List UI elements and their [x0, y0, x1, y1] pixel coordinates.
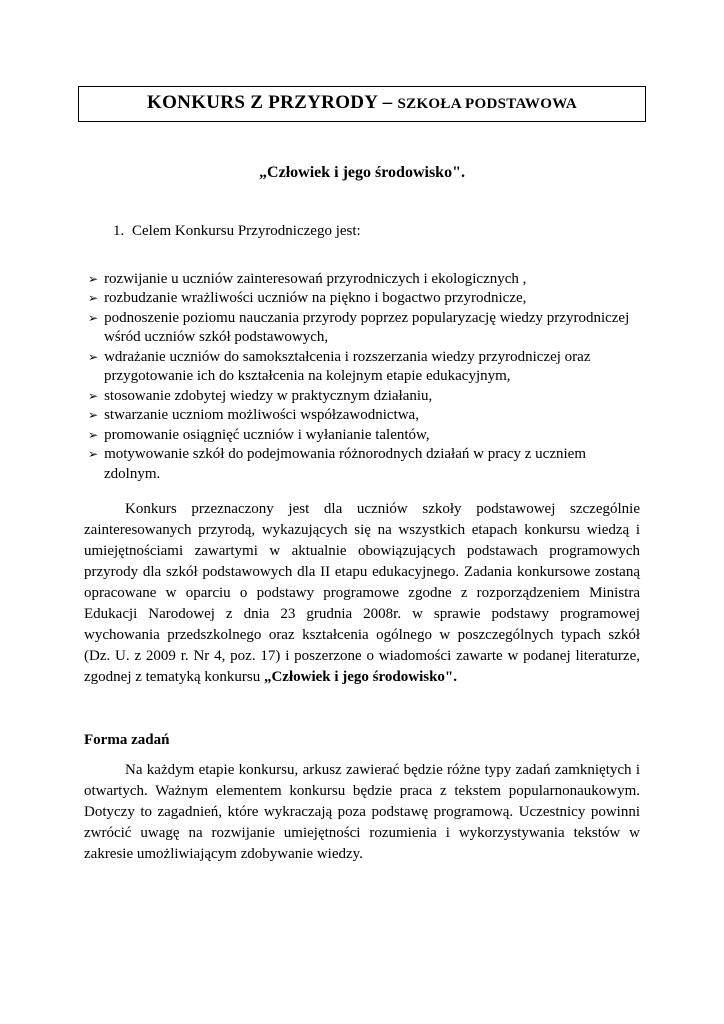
- arrow-bullet-icon: ➢: [88, 447, 99, 461]
- list-item: [84, 270, 640, 290]
- title-banner: [78, 86, 646, 122]
- list-item: [84, 348, 640, 387]
- theme-title: „Człowiek i jego środowisko".: [259, 164, 465, 181]
- list-item: [84, 289, 640, 309]
- arrow-bullet-icon: ➢: [88, 310, 99, 325]
- list-item-text: wdrażanie uczniów do samokształcenia i rozszerzania wiedzy przyrodniczej oraz przygotowanie ich do kształcenia na kolejnym etapie edukacyjnym,: [104, 348, 591, 384]
- list-item: [84, 426, 640, 446]
- arrow-bullet-icon: ➢: [88, 388, 99, 403]
- arrow-bullet-icon: ➢: [88, 271, 99, 286]
- list-item: [84, 445, 640, 484]
- list-item-text: rozwijanie u uczniów zainteresowań przyrodniczych i ekologicznych ,: [104, 270, 527, 287]
- arrow-bullet-icon: ➢: [88, 408, 99, 422]
- document-title: KONKURS Z PRZYRODY –: [147, 92, 398, 113]
- list-item: [84, 387, 640, 407]
- list-item: [84, 406, 640, 426]
- arrow-bullet-icon: ➢: [88, 427, 99, 442]
- list-item-text: rozbudzanie wrażliwości uczniów na piękno i bogactwo przyrodnicze,: [104, 290, 527, 306]
- objective-text: Celem Konkursu Przyrodniczego jest:: [132, 223, 361, 239]
- intro-paragraph-text: Konkurs przeznaczony jest dla uczniów szkoły podstawowej szczególnie zainteresowanych przyrodą, wykazujących się na wszystkich etapach konkursu wiedzą i umiejętnościami zawartymi w aktualnie obowiązujących podstawach programowych przyrody dla szkół podstawowych dla II etapu edukacyjnego. Zadania konkursowe zostaną opracowane w oparciu o podstawy programowe zgodne z rozporządzeniem Ministra Edukacji Narodowej z dnia 23 grudnia 2008r. w sprawie podstawy programowej wychowania przedszkolnego oraz kształcenia ogólnego w poszczególnych typach szkół (Dz. U. z 2009 r. Nr 4, poz. 17) i poszerzone o wiadomości zawarte w podanej literaturze, zgodnej z tematyką konkursu: [84, 501, 640, 685]
- section-heading-forma-zadan: Forma zadań: [84, 732, 170, 748]
- document-title-suffix: SZKOŁA PODSTAWOWA: [397, 96, 577, 112]
- list-item-text: motywowanie szkół do podejmowania różnorodnych działań w pracy z uczniem zdolnym.: [104, 446, 586, 482]
- objective-heading: [84, 222, 640, 242]
- list-number: 1.: [113, 223, 125, 239]
- forma-zadan-paragraph: Na każdym etapie konkursu, arkusz zawierać będzie różne typy zadań zamkniętych i otwartych. Ważnym elementem konkursu będzie praca z tekstem popularnonaukowym. Dotyczy to zagadnień, które wykraczają poza podstawę programową. Uczestnicy powinni zwrócić uwagę na rozwijanie umiejętności rozumienia i wykorzystywania tekstów w zakresie umożliwiającym zdobywanie wiedzy.: [84, 762, 640, 862]
- arrow-bullet-icon: ➢: [88, 349, 99, 364]
- theme-bold-text: „Człowiek i jego środowisko".: [263, 669, 458, 685]
- list-item-text: stwarzanie uczniom możliwości współzawodnictwa,: [104, 407, 419, 423]
- intro-paragraph: [84, 499, 640, 688]
- list-item-text: promowanie osiągnięć uczniów i wyłanianie talentów,: [104, 426, 430, 443]
- list-item: [84, 309, 640, 348]
- objectives-list: [84, 270, 640, 485]
- arrow-bullet-icon: ➢: [88, 291, 99, 305]
- list-item-text: stosowanie zdobytej wiedzy w praktycznym działaniu,: [104, 387, 433, 404]
- list-item-text: podnoszenie poziomu nauczania przyrody poprzez popularyzację wiedzy przyrodniczej wśród uczniów szkół podstawowych,: [104, 309, 630, 345]
